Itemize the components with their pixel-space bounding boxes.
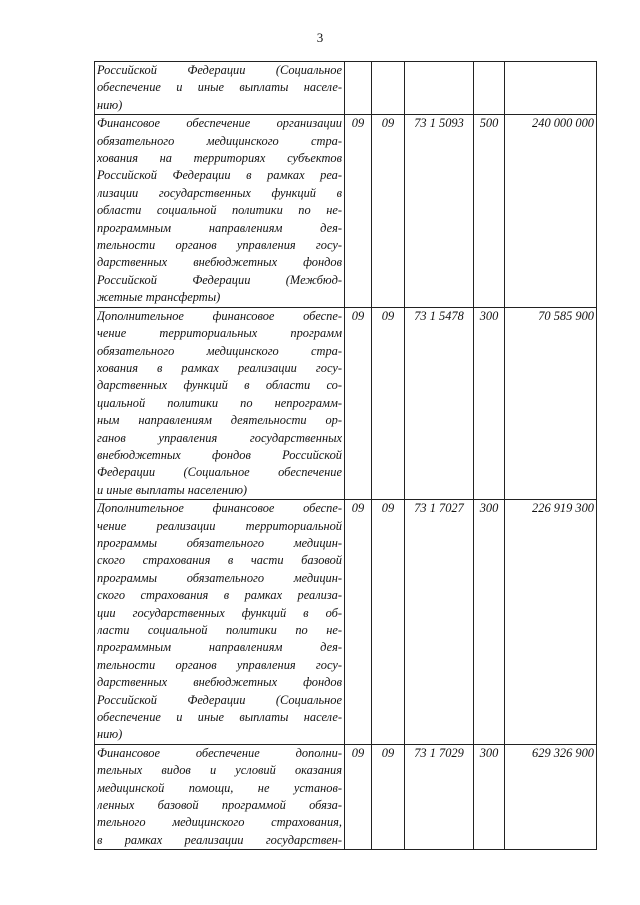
row-subsection-code: 09 [372,115,405,307]
row-subsection-code: 09 [372,500,405,745]
description-line: и иные выплаты населению) [97,482,248,497]
description-line: Финансовое обеспечение организации [97,116,342,131]
description-line: обязательного медицинского стра- [97,343,342,358]
description-line: ганов управления государственных [97,430,342,445]
description-line: чение реализации территориальной [97,518,342,533]
description-line: программы обязательного медицин- [97,570,342,585]
description-line: внебюджетных фондов Российской [97,447,342,462]
description-line: тельного медицинского страхования, [97,815,342,830]
description-line: дарственных внебюджетных фондов [97,255,342,270]
description-line: Федерации (Социальное обеспечение [97,465,342,480]
table-row [95,307,597,499]
row-target-article-code: 73 1 5093 [405,115,474,307]
description-line: ского страхования в части базовой [97,553,342,568]
row-expense-type-code: 300 [474,500,505,745]
description-line: Российской Федерации (Межбюд- [97,272,342,287]
row-description [95,307,345,499]
table-row [95,62,597,115]
description-line: области социальной политики по не- [97,203,342,218]
description-line: программным направлениям дея- [97,220,342,235]
row-expense-type-code: 500 [474,115,505,307]
table-row [95,744,597,849]
description-line: ным направлениям деятельности ор- [97,413,342,428]
description-line: программы обязательного медицин- [97,535,342,550]
description-line: хования в рамках реализации госу- [97,360,342,375]
description-line: тельности органов управления госу- [97,238,342,253]
description-line: Российской Федерации в рамках реа- [97,168,342,183]
budget-table-body [95,62,597,850]
row-amount: 226 919 300 [505,500,597,745]
description-line: ции государственных функций в об- [97,605,342,620]
row-target-article-code [405,62,474,115]
row-expense-type-code: 300 [474,744,505,849]
description-line: Российской Федерации (Социальное [97,63,342,77]
description-line: программным направлениям дея- [97,640,342,655]
description-line: ского страхования в рамках реализа- [97,588,342,603]
description-line: тельности органов управления госу- [97,657,342,672]
description-line: чение территориальных программ [97,326,342,341]
row-target-article-code: 73 1 7029 [405,744,474,849]
description-line: дарственных внебюджетных фондов [97,675,342,690]
row-description [95,115,345,307]
table-row [95,115,597,307]
row-description [95,62,345,115]
row-subsection-code: 09 [372,744,405,849]
description-line: медицинской помощи, не установ- [97,780,342,795]
description-line: тельных видов и условий оказания [97,763,342,778]
description-line: Российской Федерации (Социальное [97,692,342,707]
row-subsection-code [372,62,405,115]
description-line: нию) [97,727,123,742]
budget-table [94,61,597,850]
description-line: хования на территориях субъектов [97,151,342,166]
description-line: Дополнительное финансовое обеспе- [97,308,342,323]
description-line: Финансовое обеспечение дополни- [97,745,342,760]
description-line: обеспечение и иные выплаты населе- [97,710,342,725]
row-description [95,500,345,745]
row-amount: 240 000 000 [505,115,597,307]
row-description [95,744,345,849]
row-target-article-code: 73 1 7027 [405,500,474,745]
row-section-code: 09 [345,500,372,745]
description-line: нию) [97,97,123,112]
description-line: ласти социальной политики по не- [97,623,342,637]
row-section-code: 09 [345,744,372,849]
description-line: жетные трансферты) [97,290,221,305]
description-line: обязательного медицинского стра- [97,133,342,148]
row-section-code: 09 [345,115,372,307]
description-line: ленных базовой программой обяза- [97,798,342,813]
row-expense-type-code [474,62,505,115]
description-line: Дополнительное финансовое обеспе- [97,501,342,516]
description-line: лизации государственных функций в [97,185,342,200]
description-line: циальной политики по непрограмм- [97,395,342,410]
description-line: обеспечение и иные выплаты населе- [97,80,342,95]
row-section-code: 09 [345,307,372,499]
row-expense-type-code: 300 [474,307,505,499]
description-line: в рамках реализации государствен- [97,832,342,847]
row-amount: 629 326 900 [505,744,597,849]
table-row [95,500,597,745]
row-target-article-code: 73 1 5478 [405,307,474,499]
page-number: 3 [316,30,324,45]
row-subsection-code: 09 [372,307,405,499]
row-section-code [345,62,372,115]
description-line: дарственных функций в области со- [97,378,342,393]
row-amount: 70 585 900 [505,307,597,499]
row-amount [505,62,597,115]
